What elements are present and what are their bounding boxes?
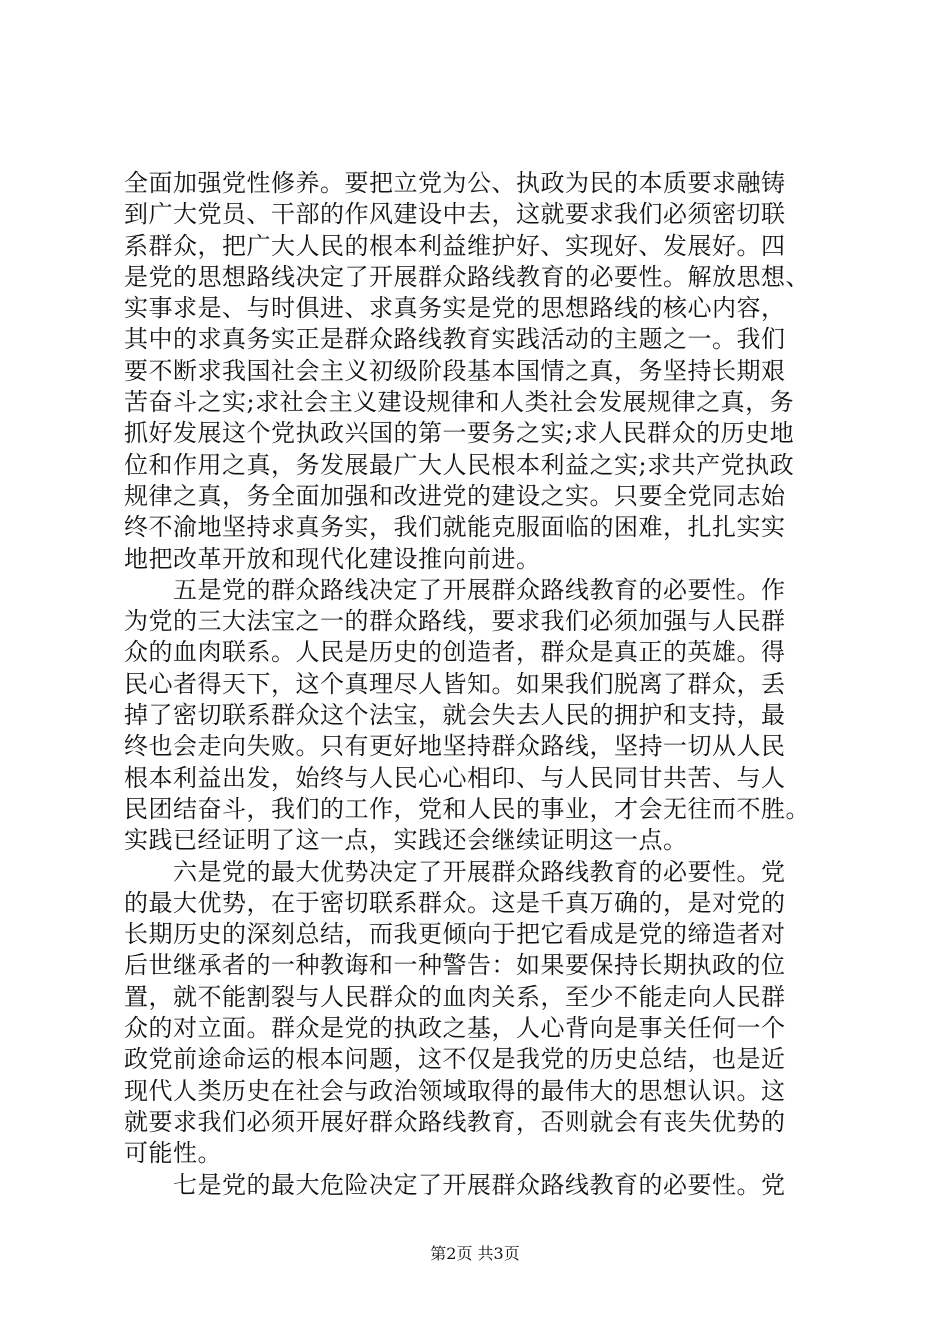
text-line: 实事求是、与时俱进、求真务实是党的思想路线的核心内容，: [124, 294, 786, 323]
text-line: 六是党的最大优势决定了开展群众路线教育的必要性。党: [124, 857, 786, 886]
text-line: 后世继承者的一种教诲和一种警告：如果要保持长期执政的位: [124, 951, 786, 980]
text-line: 民团结奋斗，我们的工作，党和人民的事业，才会无往而不胜。: [124, 794, 810, 823]
text-line: 现代人类历史在社会与政治领域取得的最伟大的思想认识。这: [124, 1076, 786, 1105]
text-line: 民心者得天下，这个真理尽人皆知。如果我们脱离了群众，丢: [124, 669, 786, 698]
text-line: 的最大优势，在于密切联系群众。这是千真万确的，是对党的: [124, 888, 786, 917]
text-line: 苦奋斗之实;求社会主义建设规律和人类社会发展规律之真，务: [124, 388, 795, 417]
text-line: 地把改革开放和现代化建设推向前进。: [124, 544, 541, 573]
text-line: 长期历史的深刻总结，而我更倾向于把它看成是党的缔造者对: [124, 920, 786, 949]
text-line: 置，就不能割裂与人民群众的血肉关系，至少不能走向人民群: [124, 982, 786, 1011]
text-line: 规律之真，务全面加强和改进党的建设之实。只要全党同志始: [124, 481, 786, 510]
text-line: 是党的思想路线决定了开展群众路线教育的必要性。解放思想、: [124, 262, 810, 291]
text-line: 根本利益出发，始终与人民心心相印、与人民同甘共苦、与人: [124, 763, 786, 792]
text-line: 七是党的最大危险决定了开展群众路线教育的必要性。党: [124, 1170, 786, 1199]
text-line: 可能性。: [124, 1139, 222, 1168]
text-line: 位和作用之真，务发展最广大人民根本利益之实;求共产党执政: [124, 450, 795, 479]
text-line: 其中的求真务实正是群众路线教育实践活动的主题之一。我们: [124, 325, 786, 354]
text-line: 系群众，把广大人民的根本利益维护好、实现好、发展好。四: [124, 231, 786, 260]
text-line: 掉了密切联系群众这个法宝，就会失去人民的拥护和支持，最: [124, 701, 786, 730]
text-line: 终也会走向失败。只有更好地坚持群众路线，坚持一切从人民: [124, 732, 786, 761]
page-number-label: 第2页 共3页: [430, 1244, 520, 1263]
body-text: [124, 168, 844, 1201]
text-line: 终不渝地坚持求真务实，我们就能克服面临的困难，扎扎实实: [124, 513, 786, 542]
text-line: 到广大党员、干部的作风建设中去，这就要求我们必须密切联: [124, 200, 786, 229]
text-line: 众的血肉联系。人民是历史的创造者，群众是真正的英雄。得: [124, 638, 786, 667]
page-footer: [0, 1243, 950, 1265]
text-line: 就要求我们必须开展好群众路线教育，否则就会有丧失优势的: [124, 1107, 786, 1136]
text-line: 抓好发展这个党执政兴国的第一要务之实;求人民群众的历史地: [124, 419, 795, 448]
text-line: 五是党的群众路线决定了开展群众路线教育的必要性。作: [124, 575, 786, 604]
text-line: 为党的三大法宝之一的群众路线，要求我们必须加强与人民群: [124, 607, 786, 636]
text-line: 全面加强党性修养。要把立党为公、执政为民的本质要求融铸: [124, 169, 786, 197]
text-line: 实践已经证明了这一点，实践还会继续证明这一点。: [124, 826, 688, 855]
text-line: 众的对立面。群众是党的执政之基，人心背向是事关任何一个: [124, 1014, 786, 1043]
text-line: 政党前途命运的根本问题，这不仅是我党的历史总结，也是近: [124, 1045, 786, 1074]
text-line: 要不断求我国社会主义初级阶段基本国情之真，务坚持长期艰: [124, 356, 786, 385]
